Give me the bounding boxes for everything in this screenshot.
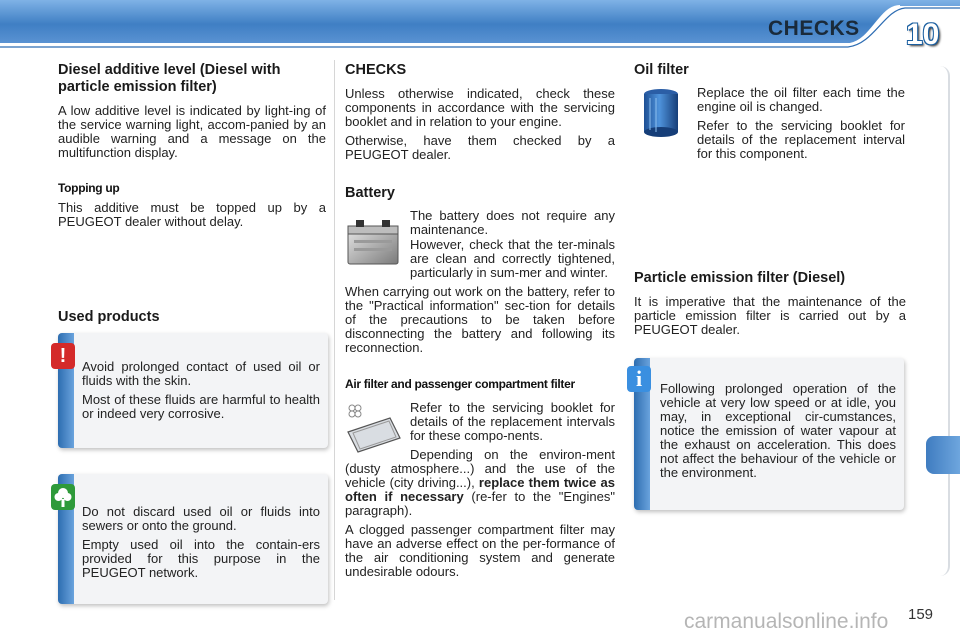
air-filter-text-2: [345, 448, 615, 518]
air-filter-heading: Air filter and passenger compartment filter: [345, 377, 575, 391]
chapter-side-tabs: [928, 66, 950, 576]
info-box: [634, 358, 904, 510]
active-chapter-tab[interactable]: [926, 436, 960, 474]
battery-text-1: The battery does not require any maintenance.: [410, 208, 615, 237]
info-icon: i: [627, 366, 651, 392]
battery-heading: Battery: [345, 185, 395, 201]
checks-heading: CHECKS: [345, 62, 407, 78]
oil-filter-icon: [640, 86, 682, 138]
air-filter-heading-wrap: [345, 377, 620, 397]
air-filter-text-2c: (re-fer to the "Engines" paragraph).: [345, 489, 615, 518]
diesel-additive-heading: Diesel additive level (Diesel with particle emission filter): [58, 62, 281, 95]
environment-text-2: Empty used oil into the contain-ers provided for this purpose in the PEUGEOT network.: [82, 537, 320, 580]
battery-body: [345, 238, 615, 360]
warning-text-1: Avoid prolonged contact of used oil or fluids with the skin.: [82, 359, 320, 388]
page-title: CHECKS: [768, 17, 860, 40]
left-column: [58, 62, 326, 165]
chapter-number: 10: [906, 18, 940, 51]
air-filter-body: [345, 401, 615, 584]
info-text: Following prolonged operation of the vehicle at very low speed or at idle, you may, in exceptional cir-cumstances, notice the emission of water vapour at the exhaust on acceleration. This does not affect the behaviour of the vehicle or the environment.: [660, 381, 896, 480]
pef-heading: Particle emission filter (Diesel): [634, 270, 846, 286]
environment-box: [58, 474, 328, 604]
oil-filter-heading-wrap: [634, 62, 906, 87]
oil-filter-text-2: Refer to the servicing booklet for details of the replacement interval for this component.: [697, 118, 905, 161]
environment-tree-icon: [51, 484, 75, 510]
topping-section: [58, 181, 326, 234]
battery-text-2: However, check that the ter-minals are clean and correctly tightened, particularly in sum-mer and winter.: [410, 237, 615, 280]
checks-text-2: Otherwise, have them checked by a PEUGEOT dealer.: [345, 133, 615, 162]
topping-up-heading: Topping up: [58, 181, 120, 195]
warning-box: [58, 333, 328, 448]
page-number: 159: [908, 606, 934, 623]
oil-filter-text-1: Replace the oil filter each time the engine oil is changed.: [697, 85, 905, 114]
warning-exclamation-icon: !: [51, 343, 75, 369]
oil-filter-body: [697, 86, 905, 166]
oil-filter-heading: Oil filter: [634, 62, 689, 78]
column-divider: [334, 60, 335, 600]
used-products-heading: Used products: [58, 309, 160, 325]
battery-text-3: When carrying out work on the battery, refer to the "Practical information" sec-tion for details of the precautions to be taken before disconnecting the battery and following its reconnection.: [345, 284, 615, 355]
watermark: carmanualsonline.info: [684, 610, 889, 633]
air-filter-text-2a: Depending on the environ-ment (dusty atmosphere...) and the use of the vehicle (city driving...),: [345, 447, 615, 490]
air-filter-text-2-bold: replace them twice as often if necessary: [345, 475, 616, 504]
battery-heading-wrap: [345, 185, 615, 210]
warning-text-2: Most of these fluids are harmful to health or indeed very corrosive.: [82, 392, 320, 421]
air-filter-text-3: A clogged passenger compartment filter may have an adverse effect on the per-formance of the air conditioning system and generate undesirable odours.: [345, 522, 615, 579]
pef-text: It is imperative that the maintenance of the particle emission filter is carried out by a PEUGEOT dealer.: [634, 294, 906, 337]
middle-column: [345, 62, 615, 167]
diesel-additive-text: A low additive level is indicated by light-ing of the service warning light, accom-panied by an audible warning and a message on the multifunction display.: [58, 103, 326, 160]
air-filter-text-1: Refer to the servicing booklet for details of the replacement intervals for these compo-nents.: [410, 400, 615, 443]
used-products-section: [58, 309, 326, 334]
pef-section: [634, 270, 906, 342]
checks-text-1: Unless otherwise indicated, check these components in accordance with the servicing booklet and in relation to your engine.: [345, 86, 615, 129]
topping-up-text: This additive must be topped up by a PEUGEOT dealer without delay.: [58, 200, 326, 229]
environment-text-1: Do not discard used oil or fluids into sewers or onto the ground.: [82, 504, 320, 533]
